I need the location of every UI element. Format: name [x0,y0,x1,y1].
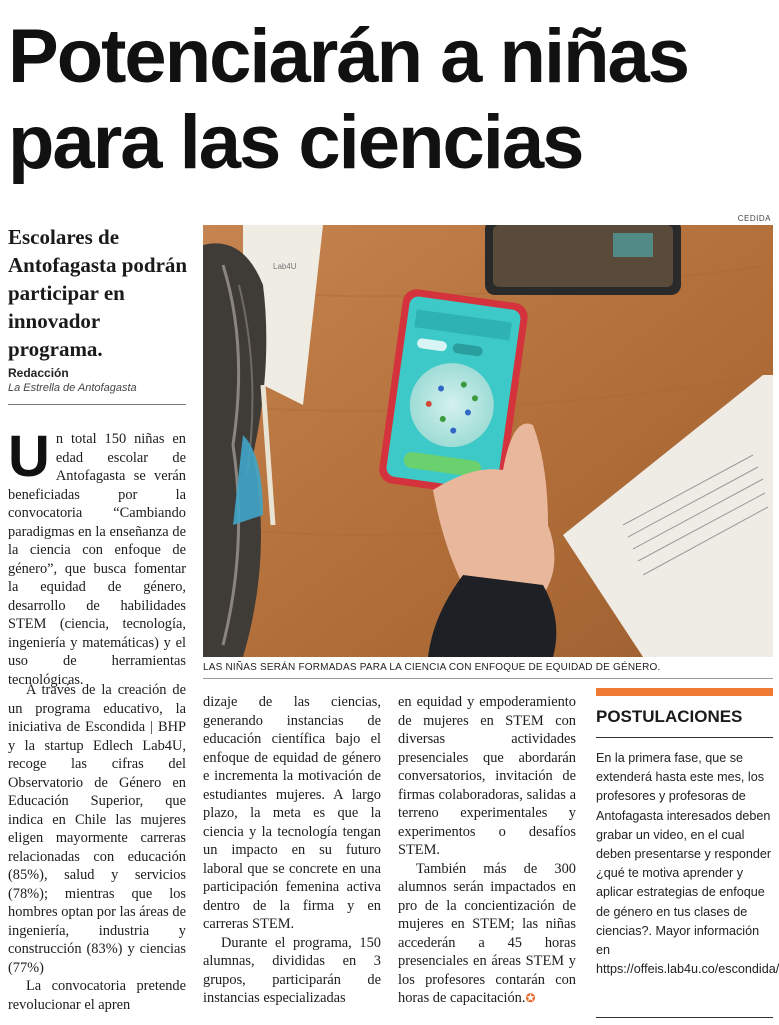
sidebar-text: En la primera fase, que se extenderá hasta este mes, los profesores y profesoras de Antofagasta interesados deben grabar un video, en el cual deben presentarse y responder ¿qué te motiva aprender y aplicar estrategias de enfoque de género en tus clases de ciencias?. Mayor información en https://offeis.lab4u.co/escondida/ [596,751,779,977]
article-paragraph-3-start: La convocatoria pretende revolucionar el apren [8,978,186,1013]
byline [8,366,186,394]
article-column-1-bottom [8,681,186,1014]
byline-outlet: La Estrella de Antofagasta [8,382,137,394]
article-paragraph-3-cont: dizaje de las ciencias, generando instancias de educación científica bajo el enfoque de equidad de género e incrementa la motivación de estudiantes mujeres. A largo plazo, la meta es que la ciencia y la tecnología tengan un impacto en su futuro laboral que se concrete en una participación femenina activa dentro de la firma y en carreras STEM. [203,694,381,932]
subheadline: Escolares de Antofagasta podrán participar en innovador programa. [8,225,188,361]
sidebar-title-divider [596,737,773,738]
byline-divider [8,404,186,405]
article-paragraph-4-cont: en equidad y empoderamiento de mujeres en STEM con diversas actividades presenciales que abordarán conversatorios, invitación de firmas colaboradoras, salidas a terreno experimentales y experimentos o desafíos STEM. [398,694,576,858]
photo-caption: LAS NIÑAS SERÁN FORMADAS PARA LA CIENCIA CON ENFOQUE DE EQUIDAD DE GÉNERO. [203,662,661,673]
headline: Potenciarán a niñas para las ciencias [8,14,689,185]
end-mark-icon: ✪ [525,991,536,1005]
photo-credit: CEDIDA [737,214,771,223]
article-paragraph-5 [398,860,576,1008]
paragraph-5-text: También más de 300 alumnos serán impactados en pro de la concientización de mujeres en STEM; las niñas accederán a 45 horas presenciales en áreas STEM y los profesores contarán con horas de capacitación. [398,860,576,1006]
article-column-2 [203,693,381,1008]
sidebar-bottom-divider [596,1017,773,1018]
byline-author: Redacción [8,366,69,380]
article-column-3 [398,693,576,1008]
article-paragraph-1 [8,424,186,689]
caption-divider [203,678,773,679]
paragraph-1-text: n total 150 niñas en edad escolar de Antofagasta se verán beneficiadas por la convocatoria “Cambiando paradigmas en la enseñanza de la ciencia con enfoque de género”, que busca fomentar la equidad de género, desarrollo de habilidades STEM (ciencia, tecnología, ingeniería y matemáticas) y el uso de herramientas tecnológicas. [8,431,186,688]
sheet-logo-text: Lab4U [273,262,297,271]
drop-cap: U [8,424,50,489]
sidebar-accent-bar [596,688,773,696]
article-paragraph-2: A través de la creación de un programa educativo, la iniciativa de Escondida | BHP y la startup Edlech Lab4U, recoge las cifras del Observatorio de Género en Educación Superior, que indica en Chile las mujeres eligen mayormente carreras relacionadas con educación (85%), salud y servicios (78%); mientras que los hombres optan por las áreas de ingeniería, industria y construcción (83%) y ciencias (77%) [8,682,186,976]
sidebar-title: POSTULACIONES [596,707,743,726]
article-photo [203,225,773,657]
article-paragraph-4-start: Durante el programa, 150 alumnas, divididas en 3 grupos, participarán de instancias especializadas [203,934,381,1006]
article-column-1-top [8,424,186,689]
